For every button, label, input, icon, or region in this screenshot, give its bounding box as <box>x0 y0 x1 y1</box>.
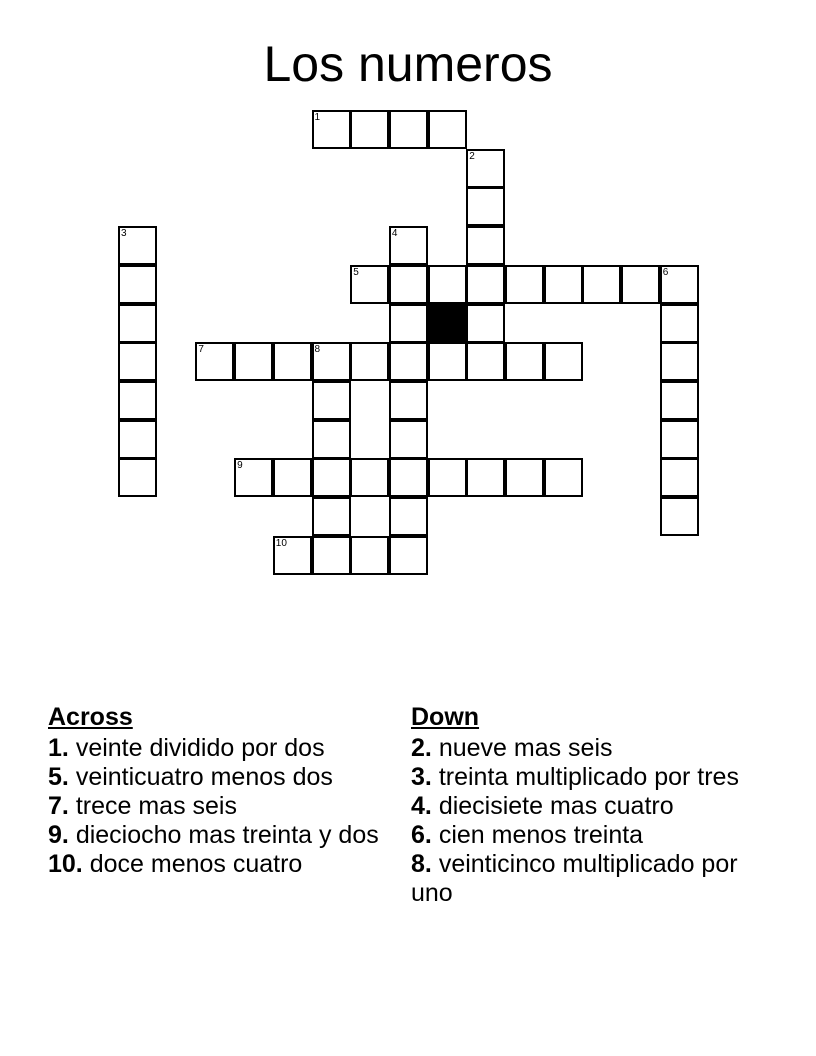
clue-text: veinticinco multiplicado por uno <box>411 850 738 907</box>
crossword-cell[interactable] <box>428 342 467 381</box>
crossword-cell[interactable] <box>312 420 351 459</box>
crossword-cell[interactable] <box>389 536 428 575</box>
crossword-cell[interactable] <box>428 110 467 149</box>
clue-number-label: 1 <box>314 112 321 123</box>
clue-number: 4. <box>411 792 432 820</box>
crossword-cell[interactable] <box>466 342 505 381</box>
clue-number: 8. <box>411 850 432 878</box>
clue-down-2 <box>411 734 751 763</box>
clue-number-label: 10 <box>275 537 287 549</box>
clue-down-4 <box>411 792 751 821</box>
crossword-cell[interactable] <box>428 458 467 497</box>
crossword-cell[interactable] <box>118 265 157 304</box>
crossword-cell[interactable] <box>544 342 583 381</box>
crossword-cell[interactable] <box>544 265 583 304</box>
clue-number: 2. <box>411 734 432 762</box>
down-clues <box>411 702 751 908</box>
clue-across-1 <box>48 734 388 763</box>
clue-number-label: 3 <box>121 228 127 240</box>
crossword-cell[interactable] <box>118 381 157 420</box>
clue-number-label: 4 <box>391 228 398 240</box>
page-title: Los numeros <box>263 36 553 92</box>
clue-text: trece mas seis <box>75 792 237 820</box>
crossword-cell[interactable] <box>234 342 273 381</box>
crossword-cell[interactable] <box>273 536 312 575</box>
crossword-cell[interactable] <box>389 381 428 420</box>
clue-number: 3. <box>411 763 432 791</box>
clue-number: 6. <box>411 821 432 849</box>
clue-across-7 <box>48 792 388 821</box>
clue-number: 9. <box>48 821 69 849</box>
crossword-cell[interactable] <box>389 110 428 149</box>
crossword-cell[interactable] <box>389 342 428 381</box>
crossword-cell[interactable] <box>660 342 699 381</box>
crossword-cell[interactable] <box>660 458 699 497</box>
clue-text: veinticuatro menos dos <box>75 763 333 791</box>
clue-number-label: 2 <box>469 150 475 162</box>
crossword-cell[interactable] <box>312 536 351 575</box>
crossword-cell[interactable] <box>389 226 428 265</box>
crossword-cell[interactable] <box>389 497 428 536</box>
crossword-cell[interactable] <box>660 381 699 420</box>
crossword-cell[interactable] <box>389 304 428 343</box>
crossword-cell[interactable] <box>428 265 467 304</box>
clue-text: cien menos treinta <box>438 821 644 849</box>
clue-number-label: 8 <box>314 344 321 356</box>
crossword-cell[interactable] <box>234 458 273 497</box>
crossword-cell[interactable] <box>660 265 699 304</box>
clue-number-label: 9 <box>237 460 243 472</box>
clue-across-9 <box>48 821 388 850</box>
crossword-cell[interactable] <box>544 458 583 497</box>
crossword-cell[interactable] <box>350 536 389 575</box>
crossword-cell[interactable] <box>466 149 505 188</box>
across-clues <box>48 702 388 879</box>
clue-text: doce menos cuatro <box>89 850 303 878</box>
crossword-cell[interactable] <box>660 304 699 343</box>
crossword-cell[interactable] <box>350 458 389 497</box>
crossword-cell[interactable] <box>312 342 351 381</box>
crossword-cell[interactable] <box>466 304 505 343</box>
clue-text: diecisiete mas cuatro <box>438 792 674 820</box>
clue-number-label: 5 <box>353 266 359 278</box>
clue-down-6 <box>411 821 751 850</box>
clue-across-5 <box>48 763 388 792</box>
crossword-cell[interactable] <box>505 458 544 497</box>
clue-number: 7. <box>48 792 69 820</box>
crossword-cell[interactable] <box>312 381 351 420</box>
crossword-cell[interactable] <box>505 265 544 304</box>
crossword-cell[interactable] <box>195 342 234 381</box>
crossword-cell[interactable] <box>312 497 351 536</box>
crossword-block <box>428 304 467 343</box>
crossword-cell[interactable] <box>389 458 428 497</box>
crossword-cell[interactable] <box>312 458 351 497</box>
crossword-cell[interactable] <box>118 342 157 381</box>
clue-down-3 <box>411 763 751 792</box>
crossword-cell[interactable] <box>660 420 699 459</box>
crossword-cell[interactable] <box>466 265 505 304</box>
crossword-cell[interactable] <box>621 265 660 304</box>
crossword-cell[interactable] <box>118 458 157 497</box>
clue-text: treinta multiplicado por tres <box>438 763 739 791</box>
clue-down-8 <box>411 850 751 908</box>
clue-number: 1. <box>48 734 69 762</box>
clue-number: 5. <box>48 763 69 791</box>
crossword-cell[interactable] <box>118 226 157 265</box>
crossword-cell[interactable] <box>350 342 389 381</box>
crossword-cell[interactable] <box>118 304 157 343</box>
crossword-cell[interactable] <box>466 458 505 497</box>
clue-number-label: 7 <box>198 344 204 356</box>
crossword-cell[interactable] <box>312 110 351 149</box>
across-heading: Across <box>48 703 133 731</box>
crossword-cell[interactable] <box>389 420 428 459</box>
crossword-cell[interactable] <box>350 110 389 149</box>
crossword-cell[interactable] <box>466 226 505 265</box>
crossword-cell[interactable] <box>505 342 544 381</box>
down-heading: Down <box>411 703 480 731</box>
clue-text: dieciocho mas treinta y dos <box>75 821 379 849</box>
clue-text: veinte dividido por dos <box>75 734 325 762</box>
clue-number: 10. <box>48 850 83 878</box>
clue-text: nueve mas seis <box>438 734 613 762</box>
crossword-cell[interactable] <box>582 265 621 304</box>
crossword-cell[interactable] <box>273 342 312 381</box>
crossword-cell[interactable] <box>273 458 312 497</box>
crossword-cell[interactable] <box>660 497 699 536</box>
crossword-cell[interactable] <box>466 187 505 226</box>
crossword-cell[interactable] <box>350 265 389 304</box>
crossword-cell[interactable] <box>118 420 157 459</box>
clue-across-10 <box>48 850 388 879</box>
clue-number-label: 6 <box>662 266 669 278</box>
crossword-cell[interactable] <box>389 265 428 304</box>
